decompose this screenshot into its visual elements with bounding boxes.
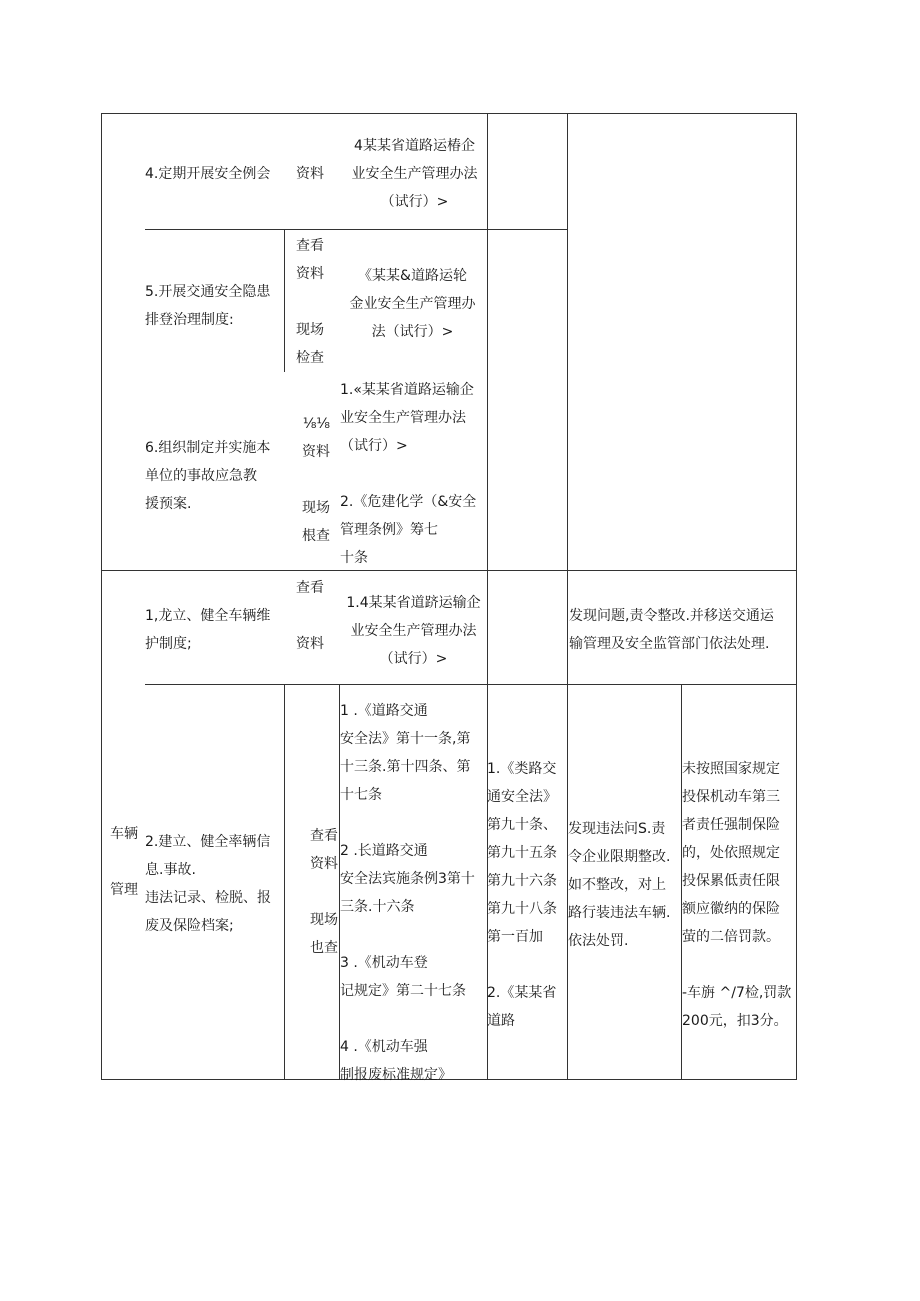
vehicle-row2-basis: 1 .《道路交通 安全法》第十一条,第 十三条.第十四条、第 十七条 2 .长道路交通 安全法宾施条例3第十 三条.十六条 3 .《机动车登 记规定》第二十七条 4 .《机动车强 制报废标准规定》 [340, 703, 475, 1083]
vehicle-row2-penalty-basis: 1.《类路交 通安全法》 第九十条、 第九十五条 第九十六条 第九十八条 第一百加 2.《某某省 道路 [487, 761, 557, 1029]
table-border-left [101, 113, 102, 1079]
vehicle-row2-handling: 发现违法问S.责 令企业限期整改. 如不整改，对上 路行装违法车辆. 依法处罚. [568, 821, 671, 949]
row5-basis: 《某某&道路运轮 金业安全生产管理办 法（试行）> [349, 268, 476, 340]
row4-basis: 4某某省道路运椿企 业安全生产管理办法 （试行）> [351, 138, 478, 210]
vehicle-row1-item: 1,龙立、健全车辆维 护制度; [145, 608, 271, 652]
row6-item: 6.组织制定并实施本 单位的事故应急教 援预案. [145, 440, 271, 512]
vehicle-row1-basis: 1.4某某省道跻运输企 业安全生产管理办法 （试行）> [346, 595, 481, 667]
table-border-right [796, 113, 797, 1079]
vehicle-row2-method: 查看 资料 现场 也查 [310, 828, 338, 956]
row4-method: 资料 [296, 166, 324, 182]
vehicle-row2-penalty: 未按照国家规定 投保机动车第三 者责任强制保险 的，处依照规定 投保累低责任限 额应徽纳的保险 萤的二倍罚款。 -车旃 ^/7检,罚款 200元，扣3分。 [682, 761, 792, 1029]
vehicle-row2-item: 2.建立、健全率辆信 息.事故. 违法记录、检脱、报 废及保险档案; [145, 834, 271, 934]
row6-method: ⅛⅛ 资料 现场 根查 [302, 416, 330, 544]
row-divider [145, 684, 796, 685]
row5-item: 5.开展交通安全隐患 排登治理制度: [145, 284, 271, 328]
row4-item: 4.定期开展安全例会 [145, 166, 271, 182]
row-divider [487, 229, 568, 230]
column-divider [487, 113, 488, 570]
row5-method: 查看 资料 现场 检查 [296, 238, 324, 366]
row6-basis: 1.«某某省道路运输企 业安全生产管理办法 （试行）> 2.《危建化学（&安全 管理条例》筹七 十条 [340, 382, 477, 566]
category-vehicle-management: 车辆 管理 [110, 826, 138, 898]
table-border-top [101, 113, 797, 114]
column-divider [567, 113, 568, 570]
vehicle-row1-handling: 发现问题,责令整改.并移送交通运 输管理及安全监管部门依法处理. [569, 608, 774, 652]
vehicle-row1-method: 查看 资料 [296, 580, 324, 652]
